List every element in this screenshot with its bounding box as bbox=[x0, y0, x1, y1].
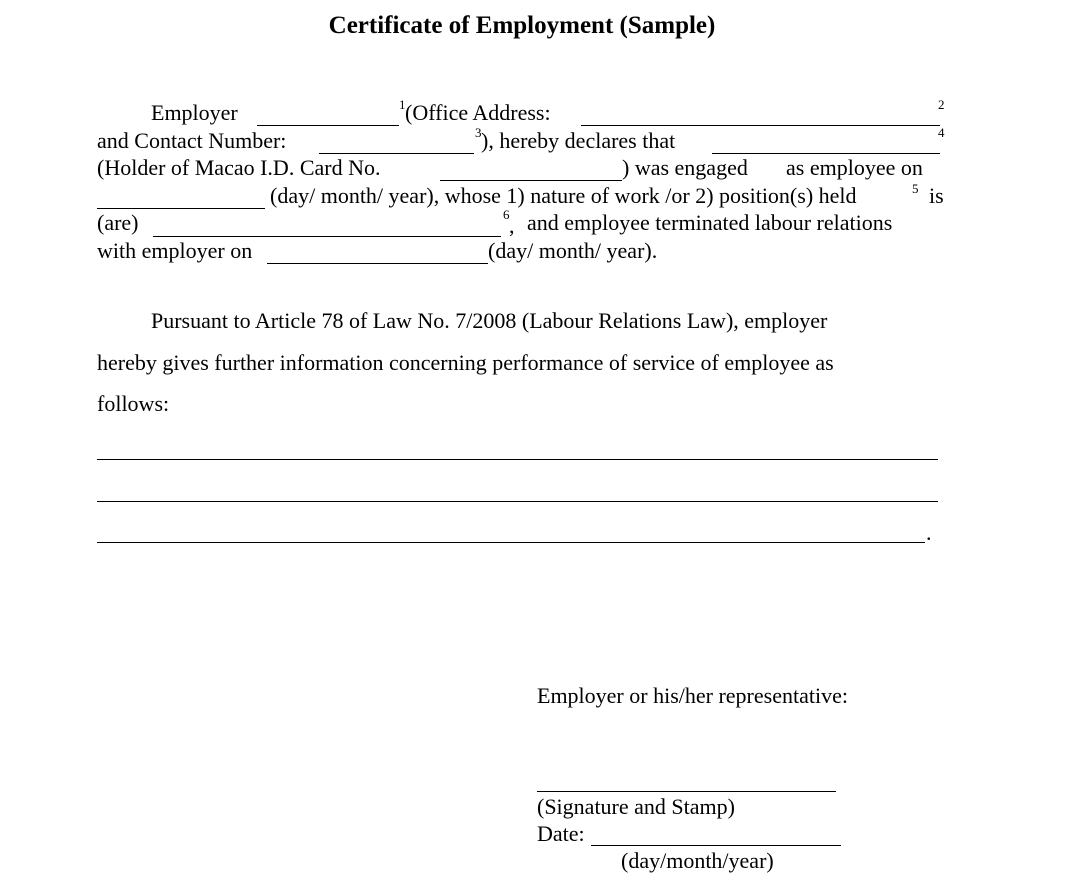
end-date-blank[interactable] bbox=[267, 263, 488, 264]
employer-label: Employer bbox=[151, 100, 238, 125]
is-text: is bbox=[929, 183, 944, 208]
signature-line[interactable] bbox=[537, 791, 836, 792]
signature-stamp-label: (Signature and Stamp) bbox=[537, 794, 735, 819]
pursuant-line-1: Pursuant to Article 78 of Law No. 7/2008 (Labour Relations Law), employer bbox=[151, 308, 828, 333]
pursuant-line-3: follows: bbox=[97, 391, 170, 416]
start-date-blank[interactable] bbox=[97, 208, 265, 209]
office-address-blank[interactable] bbox=[581, 125, 940, 126]
was-engaged-text: ) was engaged bbox=[622, 155, 748, 180]
as-employee-on-text: as employee on bbox=[786, 155, 923, 180]
date-blank[interactable] bbox=[591, 845, 841, 846]
hereby-declares-text: ), hereby declares that bbox=[481, 128, 676, 153]
contact-number-blank[interactable] bbox=[319, 153, 474, 154]
footnote-marker-5: 5 bbox=[912, 181, 919, 196]
contact-number-label: and Contact Number: bbox=[97, 128, 287, 153]
office-address-label: (Office Address: bbox=[405, 100, 551, 125]
footnote-marker-4: 4 bbox=[938, 125, 945, 140]
are-text: (are) bbox=[97, 210, 139, 235]
end-date-format-text: (day/ month/ year). bbox=[488, 238, 658, 263]
information-end-period: . bbox=[926, 520, 932, 545]
pursuant-line-2: hereby gives further information concerning performance of service of employee as bbox=[97, 350, 834, 375]
terminated-text: and employee terminated labour relations bbox=[527, 210, 893, 235]
representative-heading: Employer or his/her representative: bbox=[537, 683, 848, 708]
position-held-blank[interactable] bbox=[153, 236, 501, 237]
comma-text: , bbox=[509, 213, 515, 238]
information-line-1[interactable] bbox=[97, 459, 938, 460]
document-title: Certificate of Employment (Sample) bbox=[328, 12, 716, 39]
date-format-label: (day/month/year) bbox=[621, 848, 774, 873]
id-card-number-blank[interactable] bbox=[440, 180, 622, 181]
date-label: Date: bbox=[537, 821, 585, 846]
footnote-marker-2: 2 bbox=[938, 97, 945, 112]
employee-name-blank[interactable] bbox=[712, 153, 940, 154]
footnote-marker-3: 3 bbox=[475, 125, 482, 140]
footnote-marker-6: 6 bbox=[503, 207, 510, 222]
information-line-2[interactable] bbox=[97, 501, 938, 502]
with-employer-on-label: with employer on bbox=[97, 238, 253, 263]
information-line-3[interactable] bbox=[97, 542, 925, 543]
employer-name-blank[interactable] bbox=[257, 125, 399, 126]
nature-of-work-text: (day/ month/ year), whose 1) nature of work /or 2) position(s) held bbox=[270, 183, 857, 208]
holder-id-label: (Holder of Macao I.D. Card No. bbox=[97, 155, 381, 180]
footnote-marker-1: 1 bbox=[399, 97, 406, 112]
